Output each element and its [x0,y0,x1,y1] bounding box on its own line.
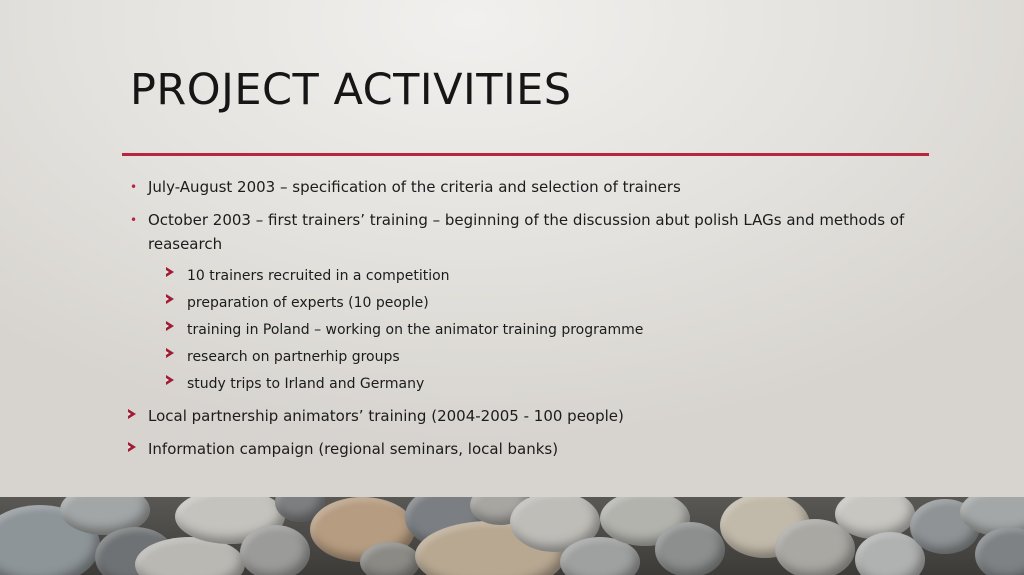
arrow-bullet-icon [128,403,136,427]
list-item [0,437,1024,461]
pebbles-image [0,497,1024,575]
list-item-text: Local partnership animators’ training (2004-2005 - 100 people) [148,407,624,425]
bullet-dot-icon: • [130,180,138,194]
list-item [0,404,1024,428]
slide-title: PROJECT ACTIVITIES [130,65,572,115]
sub-list-item [0,346,1024,368]
sub-list-item [0,373,1024,395]
bullet-list [0,175,1024,470]
list-item-text: 10 trainers recruited in a competition [187,268,450,284]
sub-list-item [0,265,1024,287]
list-item-text: research on partnerhip groups [187,349,400,365]
list-item [0,208,1024,256]
arrow-bullet-icon [128,436,136,460]
sub-list-item [0,292,1024,314]
list-item-text: July-August 2003 – specification of the criteria and selection of trainers [148,178,681,196]
sub-list-item [0,319,1024,341]
list-item-text: preparation of experts (10 people) [187,295,429,311]
arrow-bullet-icon [166,371,174,393]
arrow-bullet-icon [166,317,174,339]
title-underline [122,153,929,156]
arrow-bullet-icon [166,263,174,285]
list-item-text: study trips to Irland and Germany [187,376,425,392]
list-item [0,175,1024,199]
bullet-dot-icon: • [130,213,138,227]
arrow-bullet-icon [166,290,174,312]
list-item-text: training in Poland – working on the animator training programme [187,322,644,338]
list-item-text: October 2003 – first trainers’ training – beginning of the discussion abut polish LAGs and methods of reasearch [148,211,905,253]
arrow-bullet-icon [166,344,174,366]
list-item-text: Information campaign (regional seminars, local banks) [148,440,559,458]
